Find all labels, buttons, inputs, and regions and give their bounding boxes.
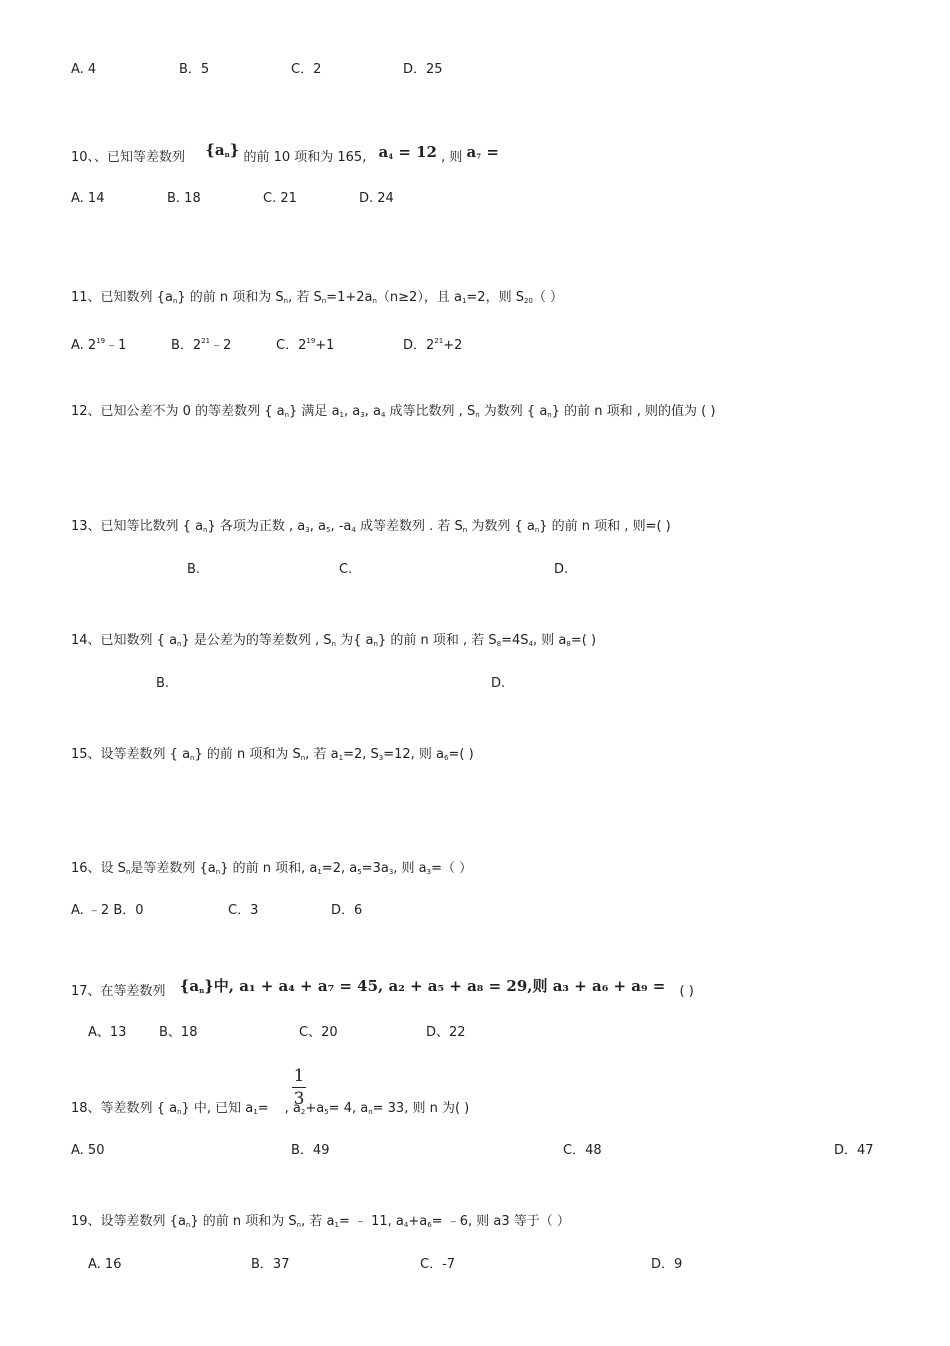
q19-stem: 19、设等差数列 $\{a_n\}$ 的前 n 项和为 $S_n$, 若 $a_1=$ ﹣ 11, $a_4+a_6=$ ﹣6, 则 a3 等于（ ） — [71, 1214, 570, 1229]
q14-stem: 14、已知数列 { $a_n$} 是公差为的等差数列 , $S_n$ 为{ $a_n$} 的前 n 项和 , 若 $S_8=4S_4$, 则 $a_8=$( ) — [71, 633, 597, 648]
q10-number: 10、、已知等差数列 — [71, 150, 186, 165]
q15-stem: 15、设等差数列 { $a_n$} 的前 n 项和为 $S_n$, 若 $a_1=2$, $S_3=12$, 则 $a_6=$( ) — [71, 747, 474, 762]
q11-option-b: B．$2^{21}﹣2$ — [171, 337, 232, 353]
q14-option-b: B. — [156, 676, 170, 691]
q18-option-d: D．47 — [834, 1143, 874, 1158]
q9-option-d: D．25 — [403, 62, 443, 77]
q9-option-a: A. 4 — [71, 62, 97, 77]
q18-option-b: B．49 — [291, 1143, 330, 1158]
q13-option-c: C. — [339, 562, 353, 577]
q19-option-d: D．9 — [651, 1257, 683, 1272]
q18-option-a: A. 50 — [71, 1143, 105, 1158]
q10-option-c: C. 21 — [263, 191, 297, 206]
q16-option-a-b: A. ﹣2 B．0 — [71, 903, 144, 918]
q9-option-b: B．5 — [179, 62, 210, 77]
q16-stem: 16、设 $S_n$是等差数列 $\{a_n\}$ 的前 n 项和, $a_1=2$, $a_5=3a_3$, 则 $a_3=$（ ） — [71, 861, 473, 876]
q11-option-a: A. $2^{19}﹣1$ — [71, 337, 127, 353]
q18-stem: 18、等差数列 { $a_n$} 中, 已知 $a_1=$ , $a_2+a_5= 4$, $a_n= 33$, 则 n 为( ) — [71, 1101, 470, 1116]
q11-option-c: C．$2^{19}+1$ — [276, 337, 335, 353]
q10-stem — [71, 141, 499, 169]
q17-stem: 17、在等差数列 $\{a_n\}$中, a₁ + a₄ + a₇ = 45, a₂ + a₅ + a₈ = 29,则 a₃ + a₆ + a₉ = ( ) — [71, 977, 694, 999]
q10-target-formula: $a_7$ = — [466, 143, 499, 161]
q14-option-d: D. — [491, 676, 506, 691]
q11-option-d: D．$2^{21}+2$ — [403, 337, 463, 353]
q17-formula: $\{a_n\}$中, a₁ + a₄ + a₇ = 45, a₂ + a₅ + a₈ = 29,则 a₃ + a₆ + a₉ = — [179, 977, 666, 995]
q19-option-a: A. 16 — [88, 1257, 122, 1272]
q17-option-c: C、20 — [299, 1025, 338, 1040]
q16-option-d: D．6 — [331, 903, 363, 918]
q10-option-a: A. 14 — [71, 191, 105, 206]
q18-fraction: 1 3 — [293, 1066, 305, 1109]
q10-option-b: B. 18 — [167, 191, 201, 206]
q18-option-c: C．48 — [563, 1143, 602, 1158]
q13-option-d: D. — [554, 562, 569, 577]
q10-text-middle: 的前 10 项和为 165, — [243, 150, 367, 165]
q10-option-d: D. 24 — [359, 191, 394, 206]
q13-stem: 13、已知等比数列 { $a_n$} 各项为正数 , $a_3$, $a_5$, $-a_4$ 成等差数列 . 若 $S_n$ 为数列 { $a_n$} 的前 n 项和 , 则=( ) — [71, 519, 671, 534]
q19-option-c: C．-7 — [420, 1257, 456, 1272]
q17-option-d: D、22 — [426, 1025, 466, 1040]
q16-option-c: C．3 — [228, 903, 259, 918]
q11-stem: 11、已知数列 $\{a_n\}$ 的前 n 项和为 $S_n$, 若 $S_n=1+2a_n(n\ge 2)$，且 $a_1=2$，则 $S_{20}$（ ） — [71, 290, 564, 305]
q17-option-b: B、18 — [159, 1025, 198, 1040]
q10-sequence-formula: $\{a_n\}$ — [205, 141, 240, 159]
q17-option-a: A、13 — [88, 1025, 127, 1040]
q10-text-then: , 则 — [441, 150, 463, 165]
q19-option-b: B．37 — [251, 1257, 290, 1272]
q12-stem: 12、已知公差不为 0 的等差数列 { $a_n$} 满足 $a_1$, $a_3$, $a_4$ 成等比数列 , $S_n$ 为数列 { $a_n$} 的前 n 项和 , 则的值为 ( ) — [71, 404, 716, 419]
q13-option-b: B. — [187, 562, 201, 577]
q10-condition-formula: $a_4 = 12$ — [378, 143, 437, 161]
q9-option-c: C．2 — [291, 62, 322, 77]
